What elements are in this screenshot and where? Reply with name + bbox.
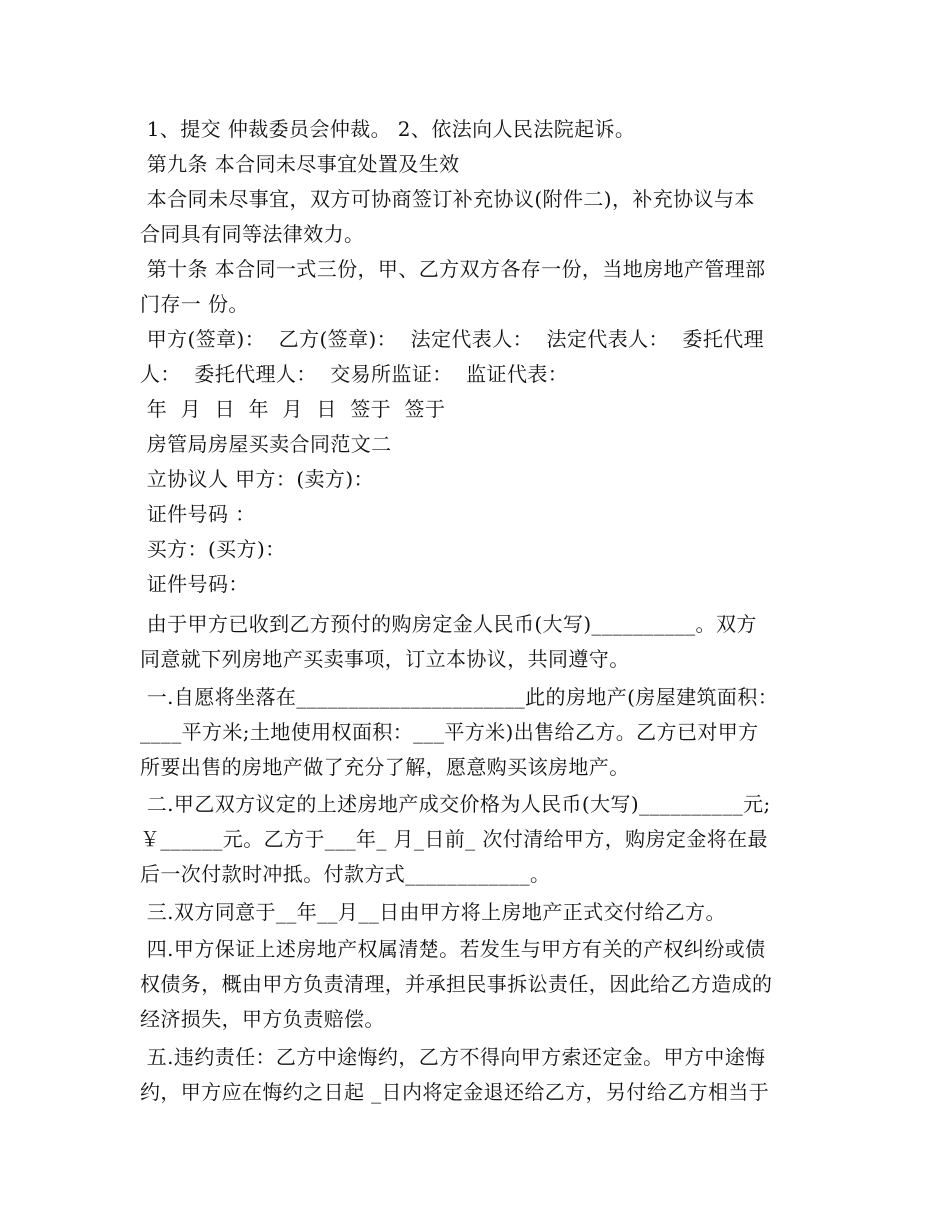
clause-line: 二.甲乙双方议定的上述房地产成交价格为人民币(大写)__________元; [140, 792, 771, 816]
text-line: 由于甲方已收到乙方预付的购房定金人民币(大写)__________。双方 [140, 612, 757, 636]
text-line: 本合同未尽事宜，双方可协商签订补充协议(附件二)，补充协议与本 [140, 187, 755, 211]
clause-line: 后一次付款时冲抵。付款方式____________。 [140, 862, 551, 886]
party-line: 立协议人 甲方：(卖方)： [140, 467, 374, 491]
section-heading: 第九条 本合同未尽事宜处置及生效 [140, 152, 460, 176]
clause-line: ￥______元。乙方于___年_ 月_日前_ 次付清给甲方，购房定金将在最 [140, 827, 768, 851]
clause-line: 经济损失，甲方负责赔偿。 [140, 1007, 385, 1031]
document-title: 房管局房屋买卖合同范文二 [140, 432, 392, 456]
signature-line: 甲方(签章)： 乙方(签章)： 法定代表人： 法定代表人： 委托代理 [140, 327, 765, 351]
id-number-line: 证件号码 ： [140, 502, 256, 526]
text-line: 第十条 本合同一式三份，甲、乙方双方各存一份，当地房地产管理部 [140, 257, 766, 281]
clause-line: 约，甲方应在悔约之日起 _日内将定金退还给乙方，另付给乙方相当于 [140, 1080, 770, 1104]
text-line: 1、提交 仲裁委员会仲裁。 2、依法向人民法院起诉。 [140, 117, 636, 141]
clause-line: ____平方米;土地使用权面积：___平方米)出售给乙方。乙方已对甲方 [140, 720, 759, 744]
clause-line: 一.自愿将坐落在______________________此的房地产(房屋建筑面积： [140, 685, 779, 709]
signature-line: 人： 委托代理人： 交易所监证： 监证代表： [140, 362, 569, 386]
clause-line: 五.违约责任：乙方中途悔约，乙方不得向甲方索还定金。甲方中途悔 [140, 1045, 766, 1069]
text-line: 合同具有同等法律效力。 [140, 222, 365, 246]
clause-line: 所要出售的房地产做了充分了解，愿意购买该房地产。 [140, 755, 630, 779]
id-number-line: 证件号码： [140, 572, 249, 596]
party-line: 买方：(买方)： [140, 537, 286, 561]
text-line: 门存一 份。 [140, 292, 249, 316]
date-line: 年 月 日 年 月 日 签于 签于 [140, 397, 446, 421]
clause-line: 权债务，概由甲方负责清理，并承担民事拆讼责任，因此给乙方造成的 [140, 972, 773, 996]
clause-line: 三.双方同意于__年__月__日由甲方将上房地产正式交付给乙方。 [140, 900, 726, 924]
clause-line: 四.甲方保证上述房地产权属清楚。若发生与甲方有关的产权纠纷或债 [140, 937, 766, 961]
text-line: 同意就下列房地产买卖事项，订立本协议，共同遵守。 [140, 647, 630, 671]
